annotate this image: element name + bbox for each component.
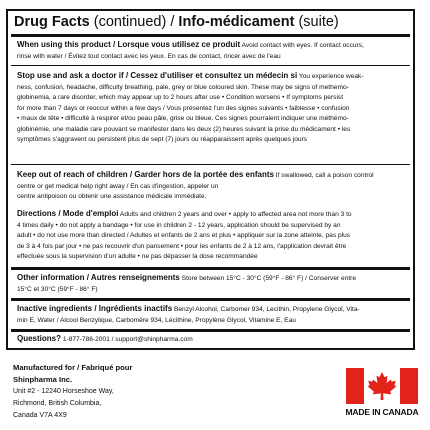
manufacturer-name: Shinpharma Inc. (13, 375, 73, 384)
title-fr: Info-médicament (178, 14, 295, 30)
address-line: Unit #2 - 12240 Horseshoe Way, (13, 388, 114, 395)
section-other-info (17, 273, 415, 295)
section-text: Avoid contact with eyes. If contact occurs, (240, 42, 364, 49)
divider (11, 267, 410, 270)
section-text: 4 times daily • do not apply a bandage • for use in children 2 - 12 years, application should be supervised by an (17, 221, 341, 229)
manufacturer-heading: Manufactured for / Fabriqué pour (13, 363, 133, 372)
section-heading: Stop use and ask a doctor if / Cessez d'utiliser et consultez un médecin si (17, 71, 298, 80)
title-en: Drug Facts (14, 14, 90, 30)
section-keep-out (17, 170, 415, 203)
divider (11, 65, 410, 66)
section-text: ness, confusion, headache, difficulty breathing, pale, grey or blue coloured skin. These may be signs of methemo- (17, 83, 349, 91)
address-line: Richmond, British Columbia, (13, 400, 102, 407)
section-text: de 3 à 4 fois par jour • ne pas recouvrir d'un pansement • pour les enfants de 2 à 12 ans, l'application devrait être (17, 242, 347, 250)
manufacturer-block (13, 362, 253, 422)
section-heading: Keep out of reach of children / Garder hors de la portée des enfants (17, 170, 274, 179)
section-text: effectuée sous la supervision d'un adulte • ne pas dépasser la dose recommandée (17, 253, 258, 260)
divider (11, 164, 410, 165)
section-text: min E, Water / Alcool Benzylique, Carbomère 934, Lécithine, Propylène Glycol, Vitamine E, Eau (17, 316, 296, 324)
section-questions (17, 334, 415, 346)
section-text: centre antipoison ou obtenir une assistance médicale immédiate. (17, 193, 207, 200)
section-text: for more than 7 days or reoccur within a few days / Vous présentez l'un des signes suivants • faiblesse • confusion (17, 104, 350, 112)
title-fr-rest: (suite) (294, 14, 339, 30)
section-text: Adults and children 2 years and over • apply to affected area not more than 3 to (118, 211, 352, 218)
section-text: globinemia, a rare disorder, which may appear up to 2 hours after use • Condition worsens • If symptoms persist (17, 94, 344, 101)
divider (11, 298, 410, 301)
section-when-using (17, 40, 415, 62)
section-heading: Inactive ingredients / Ingrédients inactifs (17, 304, 173, 313)
section-text: 15°C et 30°C (59°F - 86° F) (17, 285, 98, 293)
section-text: globinémie, une maladie rare pouvant se manifester dans les deux (2) heures suivant la prise du médicament • les (17, 125, 351, 133)
section-text: Benzyl Alcohol, Carbomer 934, Lecithin, Propylene Glycol, Vita- (172, 306, 360, 313)
section-heading: Questions? (17, 334, 62, 343)
section-stop-use (17, 71, 415, 146)
section-heading: When using this product / Lorsque vous utilisez ce produit (17, 40, 241, 49)
canada-flag-icon (346, 368, 418, 404)
section-text: symptômes s'aggravent ou persistent plus de sept (7) jours ou réapparaissent après quelques jours (17, 136, 308, 143)
section-text: rinse with water / Évitez tout contact avec les yeux. En cas de contact, rincer avec de l'eau (17, 52, 281, 60)
divider (11, 329, 410, 332)
section-text: adult • do not use more than directed / Adultes et enfants de 2 ans et plus • appliquer sur la zone atteinte, pas plus (17, 232, 351, 239)
section-text: • maux de tête • difficulté à respirer et/ou peau pâle, grise ou bleue. Ces signes pourraient indiquer une méthémo- (17, 115, 349, 122)
title-en-rest: (continued) / (89, 14, 179, 30)
divider (11, 34, 410, 37)
section-text: If swallowed, call a poison control (273, 172, 374, 179)
section-heading: Other information / Autres renseignements (17, 273, 180, 282)
address-line: Canada V7A 4X9 (13, 412, 67, 419)
section-text: You experience weak- (297, 73, 364, 80)
made-in-canada-label: MADE IN CANADA (345, 407, 419, 417)
section-heading: Directions / Mode d'emploi (17, 209, 119, 218)
section-text: centre or get medical help right away / En cas d'ingestion, appeler un (17, 182, 219, 190)
section-text: Store between 15°C - 30°C (59°F - 86° F) / Conserver entre (179, 275, 357, 282)
section-inactive (17, 304, 415, 326)
drug-facts-panel (6, 9, 415, 350)
panel-title (14, 13, 339, 31)
contact-text: 1-877-786-2001 / support@shinpharma.com (61, 336, 193, 343)
section-directions (17, 209, 415, 263)
